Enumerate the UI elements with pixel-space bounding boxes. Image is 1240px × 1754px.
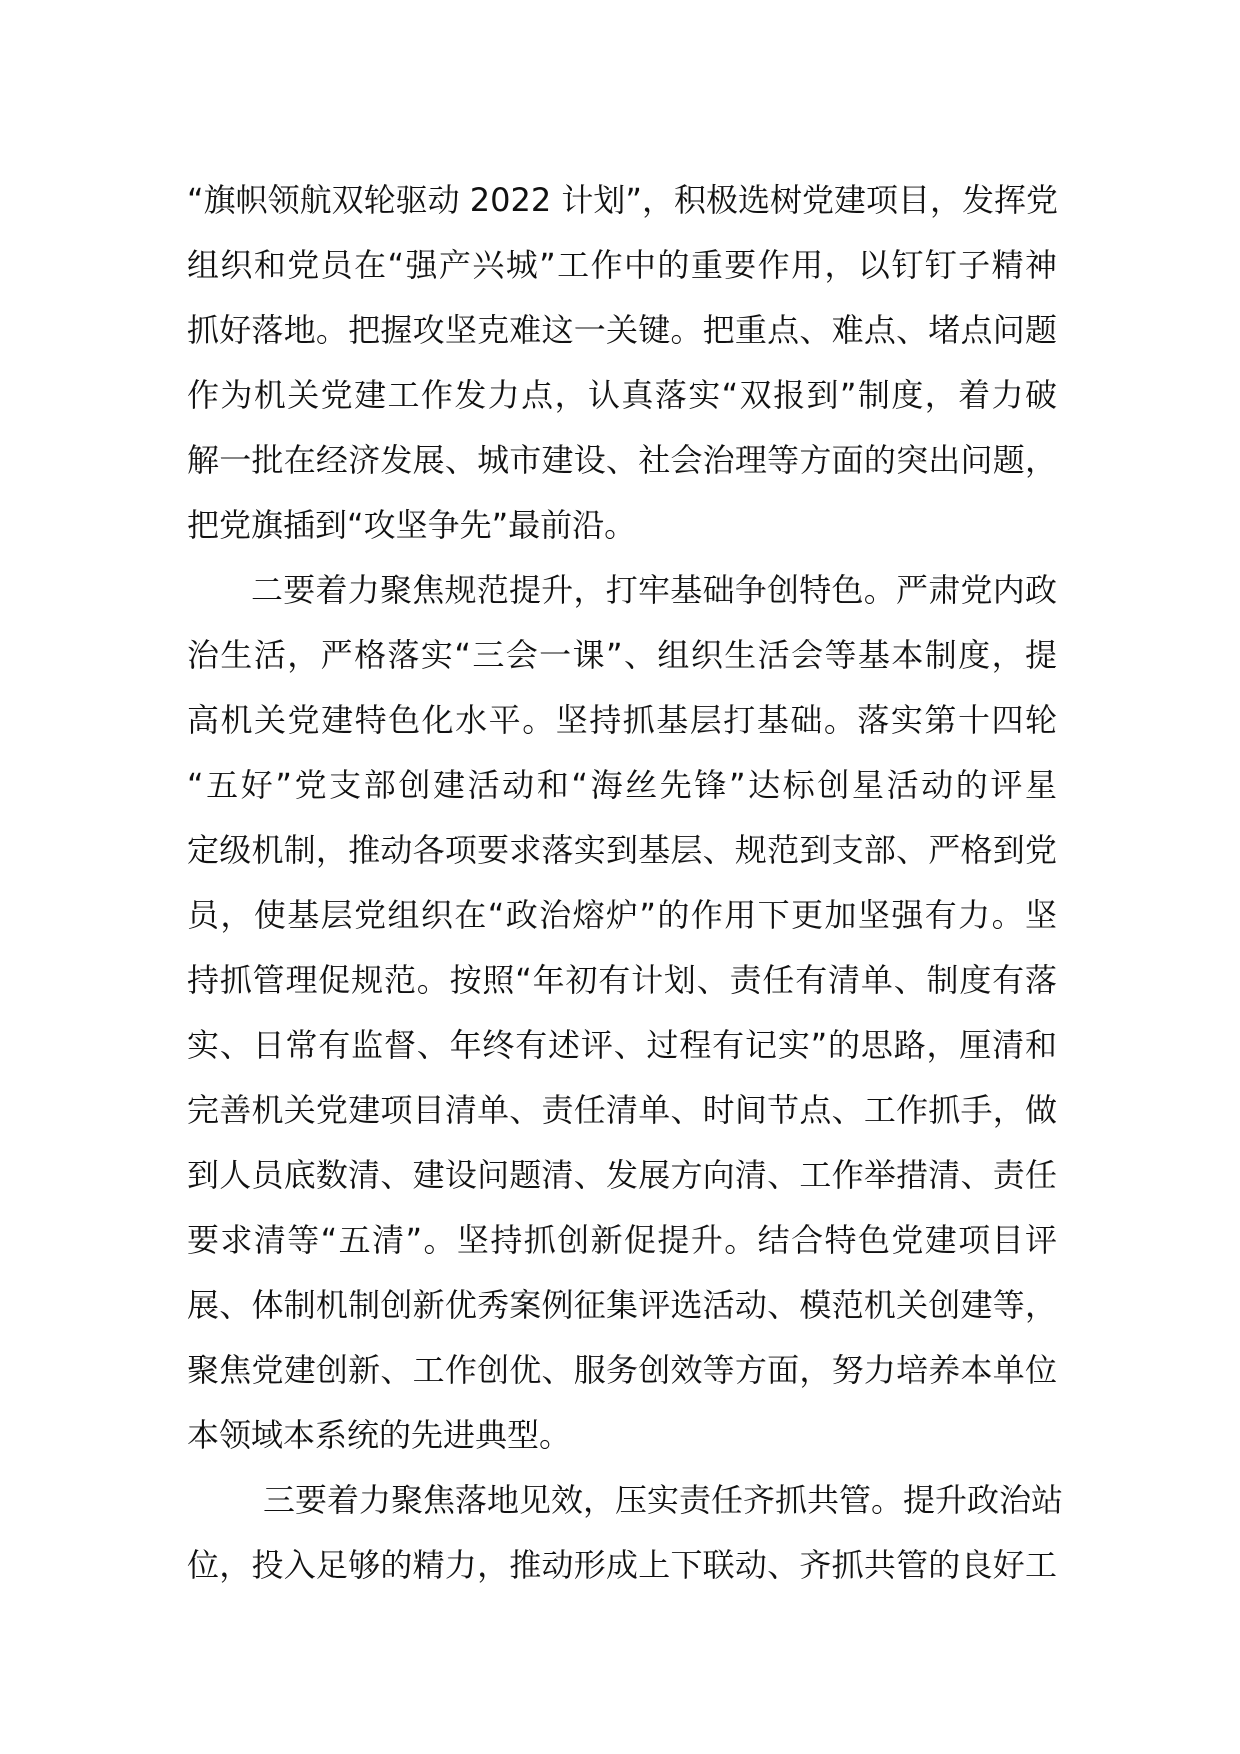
text-line: 完善机关党建项目清单、责任清单、时间节点、工作抓手，做 <box>187 1091 1057 1129</box>
text-line: “五好”党支部创建活动和“海丝先锋”达标创星活动的评星 <box>187 766 1057 804</box>
text-line: 高机关党建特色化水平。坚持抓基层打基础。落实第十四轮 <box>187 701 1057 739</box>
text-line: 定级机制，推动各项要求落实到基层、规范到支部、严格到党 <box>187 831 1057 869</box>
text-line: 持抓管理促规范。按照“年初有计划、责任有清单、制度有落 <box>187 961 1057 999</box>
text-line: 展、体制机制创新优秀案例征集评选活动、模范机关创建等， <box>187 1286 1057 1324</box>
text-line: 解一批在经济发展、城市建设、社会治理等方面的突出问题， <box>187 441 1057 479</box>
text-line: 组织和党员在“强产兴城”工作中的重要作用，以钉钉子精神 <box>187 246 1057 284</box>
text-line: 员，使基层党组织在“政治熔炉”的作用下更加坚强有力。坚 <box>187 896 1057 934</box>
paragraph-start-line: 二要着力聚焦规范提升，打牢基础争创特色。严肃党内政 <box>251 571 1057 609</box>
text-line: 到人员底数清、建设问题清、发展方向清、工作举措清、责任 <box>187 1156 1057 1194</box>
text-line: 作为机关党建工作发力点，认真落实“双报到”制度，着力破 <box>187 376 1057 414</box>
text-line: “旗帜领航双轮驱动 2022 计划”，积极选树党建项目，发挥党 <box>187 181 1058 219</box>
text-line: 位，投入足够的精力，推动形成上下联动、齐抓共管的良好工 <box>187 1546 1057 1584</box>
text-line: 把党旗插到“攻坚争先”最前沿。 <box>187 506 637 544</box>
text-line: 本领域本系统的先进典型。 <box>187 1416 572 1454</box>
body-text <box>187 168 1064 1598</box>
text-line: 实、日常有监督、年终有述评、过程有记实”的思路，厘清和 <box>187 1026 1057 1064</box>
text-line: 治生活，严格落实“三会一课”、组织生活会等基本制度，提 <box>187 636 1057 674</box>
text-line: 聚焦党建创新、工作创优、服务创效等方面，努力培养本单位 <box>187 1351 1057 1389</box>
paragraph-start-line: 三要着力聚焦落地见效，压实责任齐抓共管。提升政治站 <box>263 1481 1064 1519</box>
text-line: 要求清等“五清”。坚持抓创新促提升。结合特色党建项目评 <box>187 1221 1057 1259</box>
text-line: 抓好落地。把握攻坚克难这一关键。把重点、难点、堵点问题 <box>187 311 1057 349</box>
